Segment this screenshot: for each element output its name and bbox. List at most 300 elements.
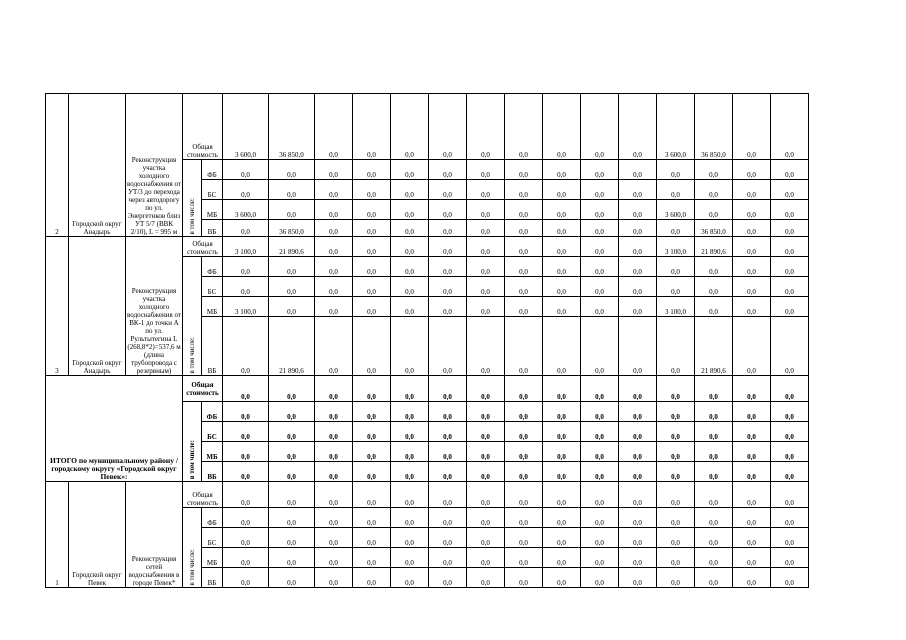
value-cell: 0,0	[543, 462, 581, 482]
funding-source-label: ВБ	[202, 568, 223, 588]
value-cell: 0,0	[269, 528, 315, 548]
value-cell: 0,0	[269, 568, 315, 588]
funding-source-label: МБ	[202, 548, 223, 568]
value-cell: 0,0	[223, 376, 269, 402]
funding-source-label: БС	[202, 180, 223, 200]
value-cell: 0,0	[657, 482, 695, 508]
value-cell: 0,0	[733, 257, 771, 277]
funding-source-label: МБ	[202, 200, 223, 220]
value-cell: 0,0	[543, 376, 581, 402]
value-cell: 0,0	[353, 548, 391, 568]
value-cell: 36 850,0	[695, 94, 733, 160]
value-cell: 0,0	[619, 317, 657, 376]
value-cell: 0,0	[391, 317, 429, 376]
value-cell: 0,0	[695, 160, 733, 180]
value-cell: 0,0	[543, 180, 581, 200]
value-cell: 0,0	[543, 482, 581, 508]
funding-source-label: ФБ	[202, 508, 223, 528]
value-cell: 0,0	[315, 220, 353, 237]
value-cell: 0,0	[467, 548, 505, 568]
value-cell: 0,0	[619, 277, 657, 297]
value-cell: 0,0	[353, 442, 391, 462]
value-cell: 0,0	[771, 200, 809, 220]
value-cell: 0,0	[505, 94, 543, 160]
value-cell: 0,0	[695, 257, 733, 277]
value-cell: 0,0	[543, 297, 581, 317]
value-cell: 0,0	[391, 220, 429, 237]
value-cell: 0,0	[771, 402, 809, 422]
funding-source-label: ВБ	[202, 317, 223, 376]
value-cell: 0,0	[315, 180, 353, 200]
value-cell: 0,0	[657, 317, 695, 376]
value-cell: 0,0	[771, 277, 809, 297]
value-cell: 0,0	[505, 257, 543, 277]
value-cell: 0,0	[467, 237, 505, 257]
value-cell: 0,0	[429, 297, 467, 317]
value-cell: 0,0	[619, 376, 657, 402]
value-cell: 0,0	[505, 482, 543, 508]
row-number: 3	[46, 237, 69, 376]
value-cell: 0,0	[315, 297, 353, 317]
value-cell: 0,0	[771, 548, 809, 568]
value-cell: 0,0	[223, 462, 269, 482]
value-cell: 0,0	[429, 462, 467, 482]
value-cell: 0,0	[771, 376, 809, 402]
value-cell: 0,0	[657, 376, 695, 402]
value-cell: 0,0	[391, 402, 429, 422]
value-cell: 0,0	[733, 237, 771, 257]
value-cell: 3 100,0	[657, 237, 695, 257]
value-cell: 0,0	[353, 482, 391, 508]
district-name: Городской округ Певек	[69, 482, 126, 588]
value-cell: 0,0	[315, 508, 353, 528]
value-cell: 0,0	[771, 237, 809, 257]
value-cell: 0,0	[269, 257, 315, 277]
value-cell: 0,0	[429, 160, 467, 180]
value-cell: 0,0	[619, 568, 657, 588]
value-cell: 0,0	[581, 548, 619, 568]
value-cell: 0,0	[657, 180, 695, 200]
value-cell: 0,0	[619, 548, 657, 568]
value-cell: 0,0	[581, 508, 619, 528]
value-cell: 0,0	[353, 568, 391, 588]
table-row	[46, 237, 809, 257]
value-cell: 0,0	[467, 220, 505, 237]
value-cell: 0,0	[223, 277, 269, 297]
value-cell: 0,0	[581, 462, 619, 482]
value-cell: 0,0	[581, 220, 619, 237]
value-cell: 0,0	[315, 200, 353, 220]
value-cell: 0,0	[315, 94, 353, 160]
value-cell: 0,0	[429, 277, 467, 297]
value-cell: 0,0	[223, 180, 269, 200]
value-cell: 3 100,0	[223, 237, 269, 257]
value-cell: 0,0	[391, 297, 429, 317]
total-cost-label: Общая стоимость	[183, 482, 223, 508]
value-cell: 0,0	[619, 297, 657, 317]
value-cell: 0,0	[223, 422, 269, 442]
funding-source-label: ВБ	[202, 462, 223, 482]
value-cell: 0,0	[223, 220, 269, 237]
value-cell: 0,0	[467, 402, 505, 422]
value-cell: 0,0	[505, 422, 543, 442]
value-cell: 0,0	[619, 257, 657, 277]
value-cell: 0,0	[269, 277, 315, 297]
value-cell: 0,0	[429, 257, 467, 277]
value-cell: 0,0	[429, 528, 467, 548]
value-cell: 0,0	[733, 508, 771, 528]
including-text: в том числе:	[188, 336, 196, 373]
value-cell: 0,0	[771, 442, 809, 462]
value-cell: 0,0	[467, 568, 505, 588]
value-cell: 0,0	[269, 297, 315, 317]
value-cell: 0,0	[733, 568, 771, 588]
value-cell: 3 100,0	[223, 297, 269, 317]
value-cell: 0,0	[695, 422, 733, 442]
value-cell: 0,0	[353, 317, 391, 376]
value-cell: 0,0	[315, 462, 353, 482]
value-cell: 0,0	[543, 568, 581, 588]
funding-source-label: ФБ	[202, 402, 223, 422]
value-cell: 0,0	[223, 402, 269, 422]
value-cell: 0,0	[733, 548, 771, 568]
value-cell: 0,0	[391, 180, 429, 200]
value-cell: 0,0	[467, 508, 505, 528]
value-cell: 0,0	[581, 528, 619, 548]
district-name: Городской округ Анадырь	[69, 94, 126, 237]
table-body	[46, 94, 809, 588]
value-cell: 0,0	[467, 528, 505, 548]
value-cell: 0,0	[657, 548, 695, 568]
total-cost-label: Общая стоимость	[183, 376, 223, 402]
value-cell: 0,0	[467, 94, 505, 160]
value-cell: 0,0	[733, 160, 771, 180]
value-cell: 0,0	[695, 402, 733, 422]
value-cell: 0,0	[353, 528, 391, 548]
value-cell: 0,0	[771, 317, 809, 376]
value-cell: 0,0	[391, 160, 429, 180]
value-cell: 0,0	[619, 94, 657, 160]
value-cell: 0,0	[695, 462, 733, 482]
value-cell: 0,0	[391, 257, 429, 277]
value-cell: 0,0	[733, 180, 771, 200]
value-cell: 0,0	[391, 568, 429, 588]
value-cell: 0,0	[619, 160, 657, 180]
value-cell: 0,0	[657, 442, 695, 462]
value-cell: 0,0	[429, 442, 467, 462]
value-cell: 0,0	[353, 257, 391, 277]
value-cell: 0,0	[223, 568, 269, 588]
value-cell: 0,0	[353, 508, 391, 528]
value-cell: 0,0	[771, 508, 809, 528]
value-cell: 0,0	[429, 508, 467, 528]
value-cell: 0,0	[269, 180, 315, 200]
value-cell: 21 890,6	[695, 317, 733, 376]
value-cell: 0,0	[581, 376, 619, 402]
value-cell: 0,0	[619, 220, 657, 237]
value-cell: 0,0	[467, 160, 505, 180]
project-description: Реконструкция участка холодного водоснабжения от УТ/3 до перехода через автодорогу по ул. Энергетиков близ УТ 5/7 (ВВК 2/10), L = 995 м	[126, 94, 183, 237]
value-cell: 0,0	[581, 568, 619, 588]
value-cell: 0,0	[505, 237, 543, 257]
value-cell: 0,0	[581, 297, 619, 317]
value-cell: 0,0	[771, 160, 809, 180]
value-cell: 36 850,0	[269, 220, 315, 237]
row-number: 2	[46, 94, 69, 237]
value-cell: 0,0	[657, 402, 695, 422]
value-cell: 0,0	[467, 442, 505, 462]
value-cell: 0,0	[315, 160, 353, 180]
value-cell: 0,0	[505, 548, 543, 568]
value-cell: 0,0	[581, 180, 619, 200]
value-cell: 0,0	[505, 528, 543, 548]
value-cell: 0,0	[353, 160, 391, 180]
value-cell: 0,0	[733, 442, 771, 462]
value-cell: 0,0	[391, 376, 429, 402]
value-cell: 0,0	[391, 482, 429, 508]
total-cost-label: Общая стоимость	[183, 237, 223, 257]
value-cell: 0,0	[771, 180, 809, 200]
value-cell: 0,0	[269, 442, 315, 462]
value-cell: 0,0	[353, 402, 391, 422]
value-cell: 0,0	[733, 528, 771, 548]
funding-source-label: ВБ	[202, 220, 223, 237]
value-cell: 0,0	[353, 94, 391, 160]
value-cell: 0,0	[657, 528, 695, 548]
value-cell: 0,0	[429, 402, 467, 422]
value-cell: 0,0	[733, 277, 771, 297]
value-cell: 0,0	[505, 200, 543, 220]
value-cell: 0,0	[543, 220, 581, 237]
value-cell: 0,0	[467, 200, 505, 220]
value-cell: 0,0	[619, 508, 657, 528]
value-cell: 0,0	[391, 94, 429, 160]
value-cell: 0,0	[467, 297, 505, 317]
value-cell: 0,0	[269, 482, 315, 508]
value-cell: 0,0	[223, 508, 269, 528]
value-cell: 0,0	[315, 422, 353, 442]
value-cell: 21 890,6	[269, 317, 315, 376]
value-cell: 0,0	[429, 422, 467, 442]
value-cell: 0,0	[391, 548, 429, 568]
value-cell: 0,0	[695, 277, 733, 297]
value-cell: 0,0	[223, 317, 269, 376]
value-cell: 0,0	[467, 180, 505, 200]
value-cell: 0,0	[543, 442, 581, 462]
value-cell: 0,0	[619, 482, 657, 508]
value-cell: 0,0	[429, 94, 467, 160]
value-cell: 0,0	[315, 237, 353, 257]
value-cell: 0,0	[695, 376, 733, 402]
value-cell: 0,0	[619, 442, 657, 462]
including-label	[183, 508, 202, 588]
value-cell: 0,0	[695, 548, 733, 568]
value-cell: 0,0	[695, 508, 733, 528]
value-cell: 0,0	[543, 160, 581, 180]
value-cell: 0,0	[269, 160, 315, 180]
value-cell: 36 850,0	[269, 94, 315, 160]
value-cell: 0,0	[543, 200, 581, 220]
value-cell: 0,0	[543, 317, 581, 376]
value-cell: 0,0	[391, 277, 429, 297]
value-cell: 0,0	[315, 528, 353, 548]
including-text: в том числе:	[188, 548, 196, 585]
value-cell: 0,0	[581, 422, 619, 442]
value-cell: 0,0	[429, 376, 467, 402]
value-cell: 0,0	[391, 200, 429, 220]
value-cell: 0,0	[269, 548, 315, 568]
funding-source-label: БС	[202, 422, 223, 442]
value-cell: 0,0	[505, 508, 543, 528]
value-cell: 3 100,0	[657, 297, 695, 317]
value-cell: 0,0	[467, 376, 505, 402]
value-cell: 0,0	[733, 402, 771, 422]
value-cell: 0,0	[695, 568, 733, 588]
value-cell: 3 600,0	[657, 94, 695, 160]
value-cell: 0,0	[269, 402, 315, 422]
value-cell: 0,0	[269, 376, 315, 402]
value-cell: 0,0	[429, 548, 467, 568]
value-cell: 0,0	[771, 568, 809, 588]
value-cell: 0,0	[695, 200, 733, 220]
value-cell: 0,0	[315, 442, 353, 462]
value-cell: 0,0	[581, 402, 619, 422]
value-cell: 0,0	[505, 160, 543, 180]
value-cell: 0,0	[353, 462, 391, 482]
value-cell: 0,0	[581, 482, 619, 508]
value-cell: 0,0	[657, 277, 695, 297]
value-cell: 0,0	[543, 528, 581, 548]
value-cell: 0,0	[581, 237, 619, 257]
value-cell: 0,0	[505, 402, 543, 422]
value-cell: 0,0	[353, 422, 391, 442]
value-cell: 0,0	[695, 442, 733, 462]
value-cell: 0,0	[505, 180, 543, 200]
value-cell: 0,0	[223, 257, 269, 277]
value-cell: 0,0	[543, 508, 581, 528]
value-cell: 0,0	[733, 462, 771, 482]
value-cell: 0,0	[223, 442, 269, 462]
value-cell: 0,0	[771, 297, 809, 317]
including-label	[183, 402, 202, 482]
value-cell: 0,0	[581, 442, 619, 462]
value-cell: 0,0	[467, 462, 505, 482]
including-label	[183, 257, 202, 376]
value-cell: 0,0	[467, 422, 505, 442]
value-cell: 0,0	[467, 317, 505, 376]
value-cell: 3 600,0	[223, 94, 269, 160]
value-cell: 0,0	[315, 402, 353, 422]
value-cell: 21 890,6	[269, 237, 315, 257]
value-cell: 0,0	[695, 297, 733, 317]
district-name: Городской округ Анадырь	[69, 237, 126, 376]
value-cell: 0,0	[619, 528, 657, 548]
funding-source-label: МБ	[202, 297, 223, 317]
value-cell: 0,0	[771, 220, 809, 237]
value-cell: 0,0	[619, 200, 657, 220]
value-cell: 0,0	[581, 94, 619, 160]
value-cell: 0,0	[429, 237, 467, 257]
value-cell: 0,0	[733, 422, 771, 442]
value-cell: 0,0	[733, 376, 771, 402]
value-cell: 0,0	[315, 317, 353, 376]
value-cell: 0,0	[581, 257, 619, 277]
value-cell: 0,0	[733, 220, 771, 237]
value-cell: 0,0	[505, 376, 543, 402]
value-cell: 0,0	[429, 482, 467, 508]
value-cell: 0,0	[429, 220, 467, 237]
value-cell: 0,0	[315, 376, 353, 402]
value-cell: 0,0	[505, 317, 543, 376]
value-cell: 0,0	[619, 237, 657, 257]
value-cell: 0,0	[581, 317, 619, 376]
value-cell: 0,0	[429, 317, 467, 376]
value-cell: 0,0	[269, 508, 315, 528]
value-cell: 0,0	[619, 402, 657, 422]
table-row	[46, 482, 809, 508]
table-row	[46, 94, 809, 160]
value-cell: 0,0	[223, 482, 269, 508]
value-cell: 0,0	[695, 180, 733, 200]
value-cell: 0,0	[353, 277, 391, 297]
value-cell: 0,0	[467, 482, 505, 508]
value-cell: 0,0	[353, 200, 391, 220]
value-cell: 0,0	[657, 220, 695, 237]
total-label: ИТОГО по муниципальному району / городскому округу «Городской округ Певек»:	[46, 376, 183, 482]
value-cell: 0,0	[353, 297, 391, 317]
value-cell: 0,0	[353, 237, 391, 257]
value-cell: 0,0	[315, 257, 353, 277]
value-cell: 0,0	[771, 422, 809, 442]
value-cell: 0,0	[771, 94, 809, 160]
value-cell: 0,0	[619, 462, 657, 482]
value-cell: 0,0	[315, 482, 353, 508]
value-cell: 3 600,0	[657, 200, 695, 220]
value-cell: 0,0	[223, 528, 269, 548]
value-cell: 0,0	[269, 422, 315, 442]
value-cell: 21 890,6	[695, 237, 733, 257]
including-text: в том числе:	[188, 197, 196, 234]
including-text: в том числе:	[188, 439, 196, 479]
value-cell: 0,0	[695, 528, 733, 548]
value-cell: 0,0	[353, 180, 391, 200]
value-cell: 0,0	[695, 482, 733, 508]
value-cell: 0,0	[467, 257, 505, 277]
row-number: 1	[46, 482, 69, 588]
project-description: Реконструкция сетей водоснабжения в городе Певек*	[126, 482, 183, 588]
value-cell: 0,0	[619, 180, 657, 200]
value-cell: 0,0	[543, 548, 581, 568]
value-cell: 0,0	[543, 277, 581, 297]
value-cell: 0,0	[771, 462, 809, 482]
value-cell: 0,0	[315, 568, 353, 588]
funding-source-label: БС	[202, 528, 223, 548]
value-cell: 0,0	[505, 297, 543, 317]
value-cell: 0,0	[657, 508, 695, 528]
value-cell: 0,0	[733, 297, 771, 317]
value-cell: 0,0	[543, 422, 581, 442]
value-cell: 0,0	[581, 160, 619, 180]
funding-source-label: БС	[202, 277, 223, 297]
value-cell: 0,0	[733, 317, 771, 376]
total-cost-label: Общая стоимость	[183, 94, 223, 160]
value-cell: 0,0	[315, 277, 353, 297]
including-label	[183, 160, 202, 237]
value-cell: 0,0	[657, 462, 695, 482]
value-cell: 0,0	[429, 180, 467, 200]
value-cell: 0,0	[315, 548, 353, 568]
funding-source-label: МБ	[202, 442, 223, 462]
